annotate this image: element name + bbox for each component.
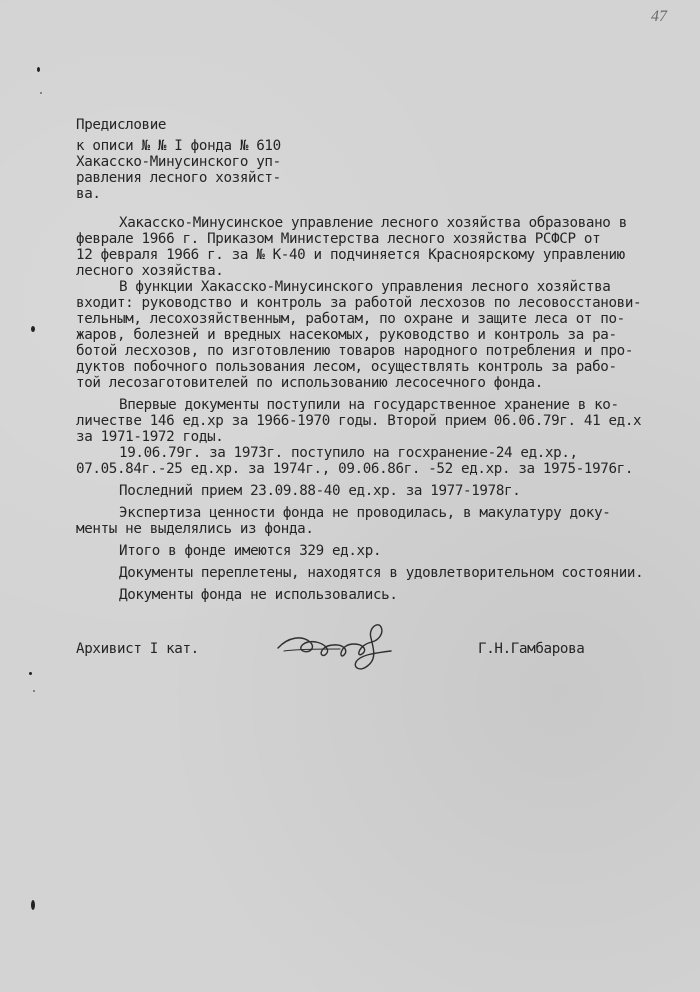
body-line-14: за 1971-1972 годы. (76, 429, 224, 445)
edge-mark (37, 67, 40, 72)
body-line-7: тельным, лесохозяйственным, работам, по охране и защите леса от по- (76, 311, 625, 327)
edge-mark (29, 672, 32, 675)
body-line-13: личестве 146 ед.хр за 1966-1970 годы. Второй прием 06.06.79г. 41 ед.х (76, 413, 642, 429)
body-line-3: 12 февраля 1966 г. за № К-40 и подчиняется Красноярскому управлению (76, 247, 625, 263)
edge-mark (40, 92, 42, 94)
body-line-18: Экспертиза ценности фонда не проводилась, в макулатуру доку- (119, 505, 611, 521)
heading-line-2: к описи № № I фонда № 610 (76, 138, 281, 154)
edge-mark (31, 900, 35, 910)
body-line-4: лесного хозяйства. (76, 263, 224, 279)
body-line-15: 19.06.79г. за 1973г. поступило на госхранение-24 ед.хр., (119, 445, 578, 461)
body-line-9: ботой лесхозов, по изготовлению товаров народного потребления и про- (76, 343, 634, 359)
body-line-2: феврале 1966 г. Приказом Министерства лесного хозяйства РСФСР от (76, 231, 601, 247)
folio-number: 47 (651, 8, 667, 25)
position-title: Архивист I кат. (76, 641, 199, 657)
heading-line-1: Предисловие (76, 117, 167, 133)
heading-line-3: Хакасско-Минусинского уп- (76, 154, 281, 170)
body-line-22: Документы фонда не использовались. (119, 587, 398, 603)
edge-mark (31, 326, 35, 332)
body-line-6: входит: руководство и контроль за работой лесхозов по лесовосстанови- (76, 295, 642, 311)
heading-line-4: равления лесного хозяйст- (76, 170, 281, 186)
body-line-10: дуктов побочного пользования лесом, осуществлять контроль за рабо- (76, 359, 617, 375)
body-line-11: той лесозаготовителей по использованию лесосечного фонда. (76, 375, 543, 391)
body-line-21: Документы переплетены, находятся в удовлетворительном состоянии. (119, 565, 644, 581)
body-line-19: менты не выделялись из фонда. (76, 521, 314, 537)
edge-mark (33, 690, 35, 692)
body-line-20: Итого в фонде имеются 329 ед.хр. (119, 543, 382, 559)
body-line-16: 07.05.84г.-25 ед.хр. за 1974г., 09.06.86г. -52 ед.хр. за 1975-1976г. (76, 461, 634, 477)
heading-line-5: ва. (76, 186, 101, 202)
handwritten-signature (270, 620, 400, 670)
body-line-17: Последний прием 23.09.88-40 ед.хр. за 1977-1978г. (119, 483, 521, 499)
signer-name: Г.Н.Гамбарова (478, 641, 585, 657)
body-line-12: Впервые документы поступили на государственное хранение в ко- (119, 397, 619, 413)
body-line-1: Хакасско-Минусинское управление лесного хозяйства образовано в (119, 215, 627, 231)
body-line-5: В функции Хакасско-Минусинского управления лесного хозяйства (119, 279, 611, 295)
body-line-8: жаров, болезней и вредных насекомых, руководство и контроль за ра- (76, 327, 617, 343)
